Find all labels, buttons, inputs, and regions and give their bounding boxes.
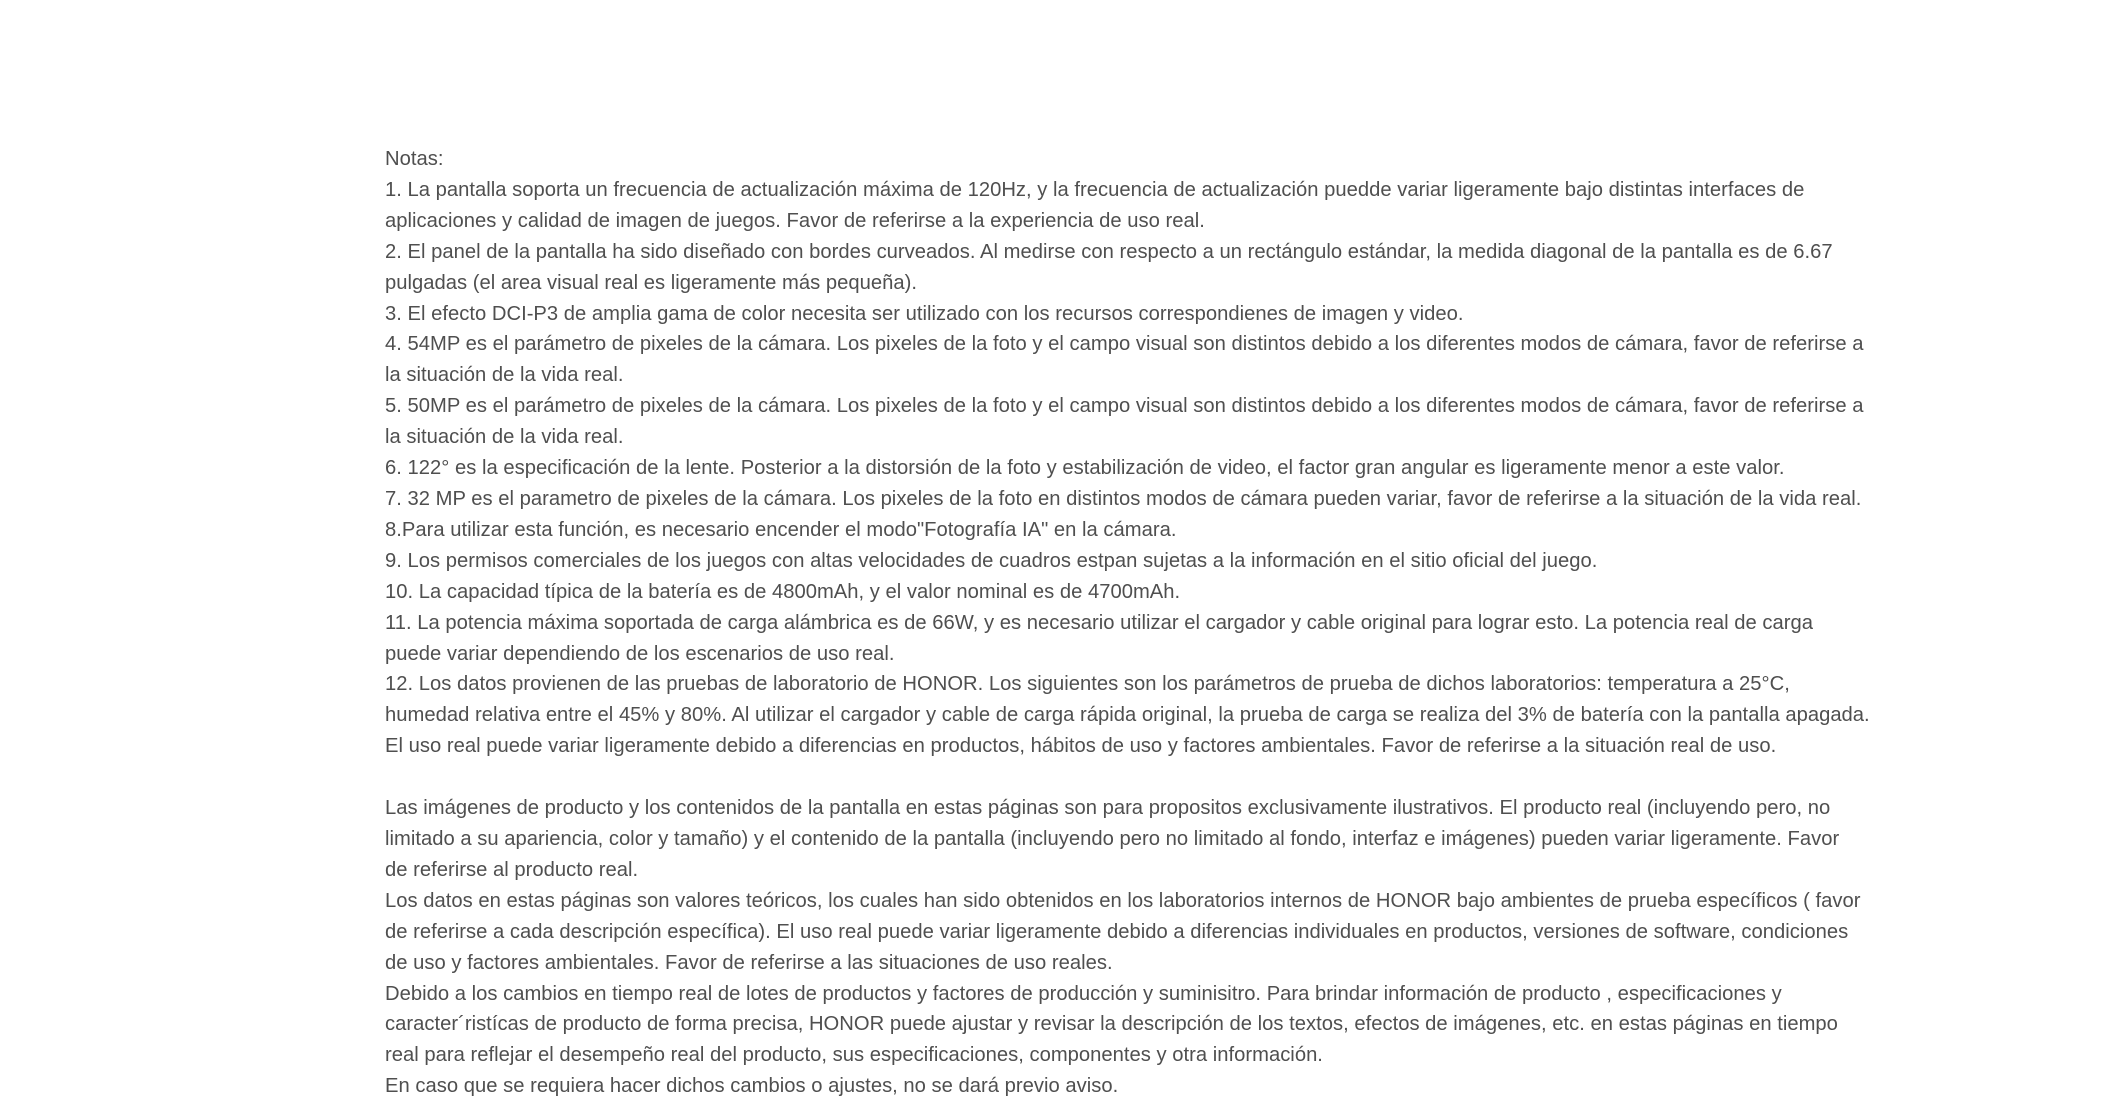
disclaimer-line: real para reflejar el desempeño real del producto, sus especificaciones, componentes y otra información.: [385, 1044, 1323, 1067]
disclaimer-section: [385, 793, 1861, 1102]
note-line: 5. 50MP es el parámetro de pixeles de la cámara. Los pixeles de la foto y el campo visual son distintos debido a los diferentes modos de cámara, favor de referirse a: [385, 395, 1864, 418]
section-spacer: [385, 762, 1838, 793]
note-line: El uso real puede variar ligeramente debido a diferencias en productos, hábitos de uso y factores ambientales. Favor de referirse a la situación real de uso.: [385, 735, 1777, 758]
note-line: humedad relativa entre el 45% y 80%. Al utilizar el cargador y cable de carga rápida original, la prueba de carga se realiza del 3% de batería con la pantalla apagada.: [385, 704, 1870, 727]
disclaimer-line: En caso que se requiera hacer dichos cambios o ajustes, no se dará previo aviso.: [385, 1075, 1119, 1098]
disclaimer-line: de uso y factores ambientales. Favor de referirse a las situaciones de uso reales.: [385, 951, 1113, 974]
notes-section: [385, 144, 1870, 762]
note-line: 9. Los permisos comerciales de los juegos con altas velocidades de cuadros estpan sujetas a la información en el sitio oficial del juego.: [385, 549, 1598, 572]
disclaimer-line: caracter´ristícas de producto de forma precisa, HONOR puede ajustar y revisar la descripción de los textos, efectos de imágenes, etc. en estas páginas en tiempo: [385, 1013, 1838, 1036]
note-line: 12. Los datos provienen de las pruebas de laboratorio de HONOR. Los siguientes son los parámetros de prueba de dichos laboratorios: temperatura a 25°C,: [385, 673, 1790, 696]
note-line: 1. La pantalla soporta un frecuencia de actualización máxima de 120Hz, y la frecuencia de actualización puedde variar ligeramente bajo distintas interfaces de: [385, 178, 1805, 201]
disclaimer-line: Los datos en estas páginas son valores teóricos, los cuales han sido obtenidos en los laboratorios internos de HONOR bajo ambientes de prueba específicos ( favor: [385, 889, 1861, 912]
note-line: 6. 122° es la especificación de la lente. Posterior a la distorsión de la foto y estabilización de video, el factor gran angular es ligeramente menor a este valor.: [385, 457, 1785, 480]
note-line: puede variar dependiendo de los escenarios de uso real.: [385, 642, 895, 665]
note-line: 8.Para utilizar esta función, es necesario encender el modo"Fotografía IA" en la cámara.: [385, 518, 1177, 541]
disclaimer-line: de referirse al producto real.: [385, 858, 639, 881]
notes-title: Notas:: [385, 148, 444, 170]
note-line: 11. La potencia máxima soportada de carga alámbrica es de 66W, y es necesario utilizar el cargador y cable original para lograr esto. La potencia real de carga: [385, 611, 1813, 634]
note-line: pulgadas (el area visual real es ligeramente más pequeña).: [385, 271, 917, 294]
note-line: 3. El efecto DCI-P3 de amplia gama de color necesita ser utilizado con los recursos correspondienes de imagen y video.: [385, 302, 1464, 325]
note-line: 10. La capacidad típica de la batería es de 4800mAh, y el valor nominal es de 4700mAh.: [385, 580, 1181, 603]
note-line: aplicaciones y calidad de imagen de juegos. Favor de referirse a la experiencia de uso real.: [385, 209, 1205, 232]
disclaimer-line: de referirse a cada descripción específica). El uso real puede variar ligeramente debido a diferencias individuales en productos, versiones de software, condiciones: [385, 920, 1849, 943]
note-line: 4. 54MP es el parámetro de pixeles de la cámara. Los pixeles de la foto y el campo visual son distintos debido a los diferentes modos de cámara, favor de referirse a: [385, 333, 1864, 356]
note-line: la situación de la vida real.: [385, 364, 624, 387]
note-line: 2. El panel de la pantalla ha sido diseñado con bordes curveados. Al medirse con respecto a un rectángulo estándar, la medida diagonal de la pantalla es de 6.67: [385, 240, 1833, 263]
note-line: la situación de la vida real.: [385, 426, 624, 449]
disclaimer-line: limitado a su apariencia, color y tamaño) y el contenido de la pantalla (incluyendo pero no limitado al fondo, interfaz e imágenes) pueden variar ligeramente. Favor: [385, 828, 1840, 851]
disclaimer-line: Las imágenes de producto y los contenidos de la pantalla en estas páginas son para propositos exclusivamente ilustrativos. El producto real (incluyendo pero, no: [385, 797, 1831, 820]
disclaimer-line: Debido a los cambios en tiempo real de lotes de productos y factores de producción y suminisitro. Para brindar información de producto , especificaciones y: [385, 982, 1782, 1005]
note-line: 7. 32 MP es el parametro de pixeles de la cámara. Los pixeles de la foto en distintos modos de cámara pueden variar, favor de referirse a la situación de la vida real.: [385, 487, 1862, 510]
